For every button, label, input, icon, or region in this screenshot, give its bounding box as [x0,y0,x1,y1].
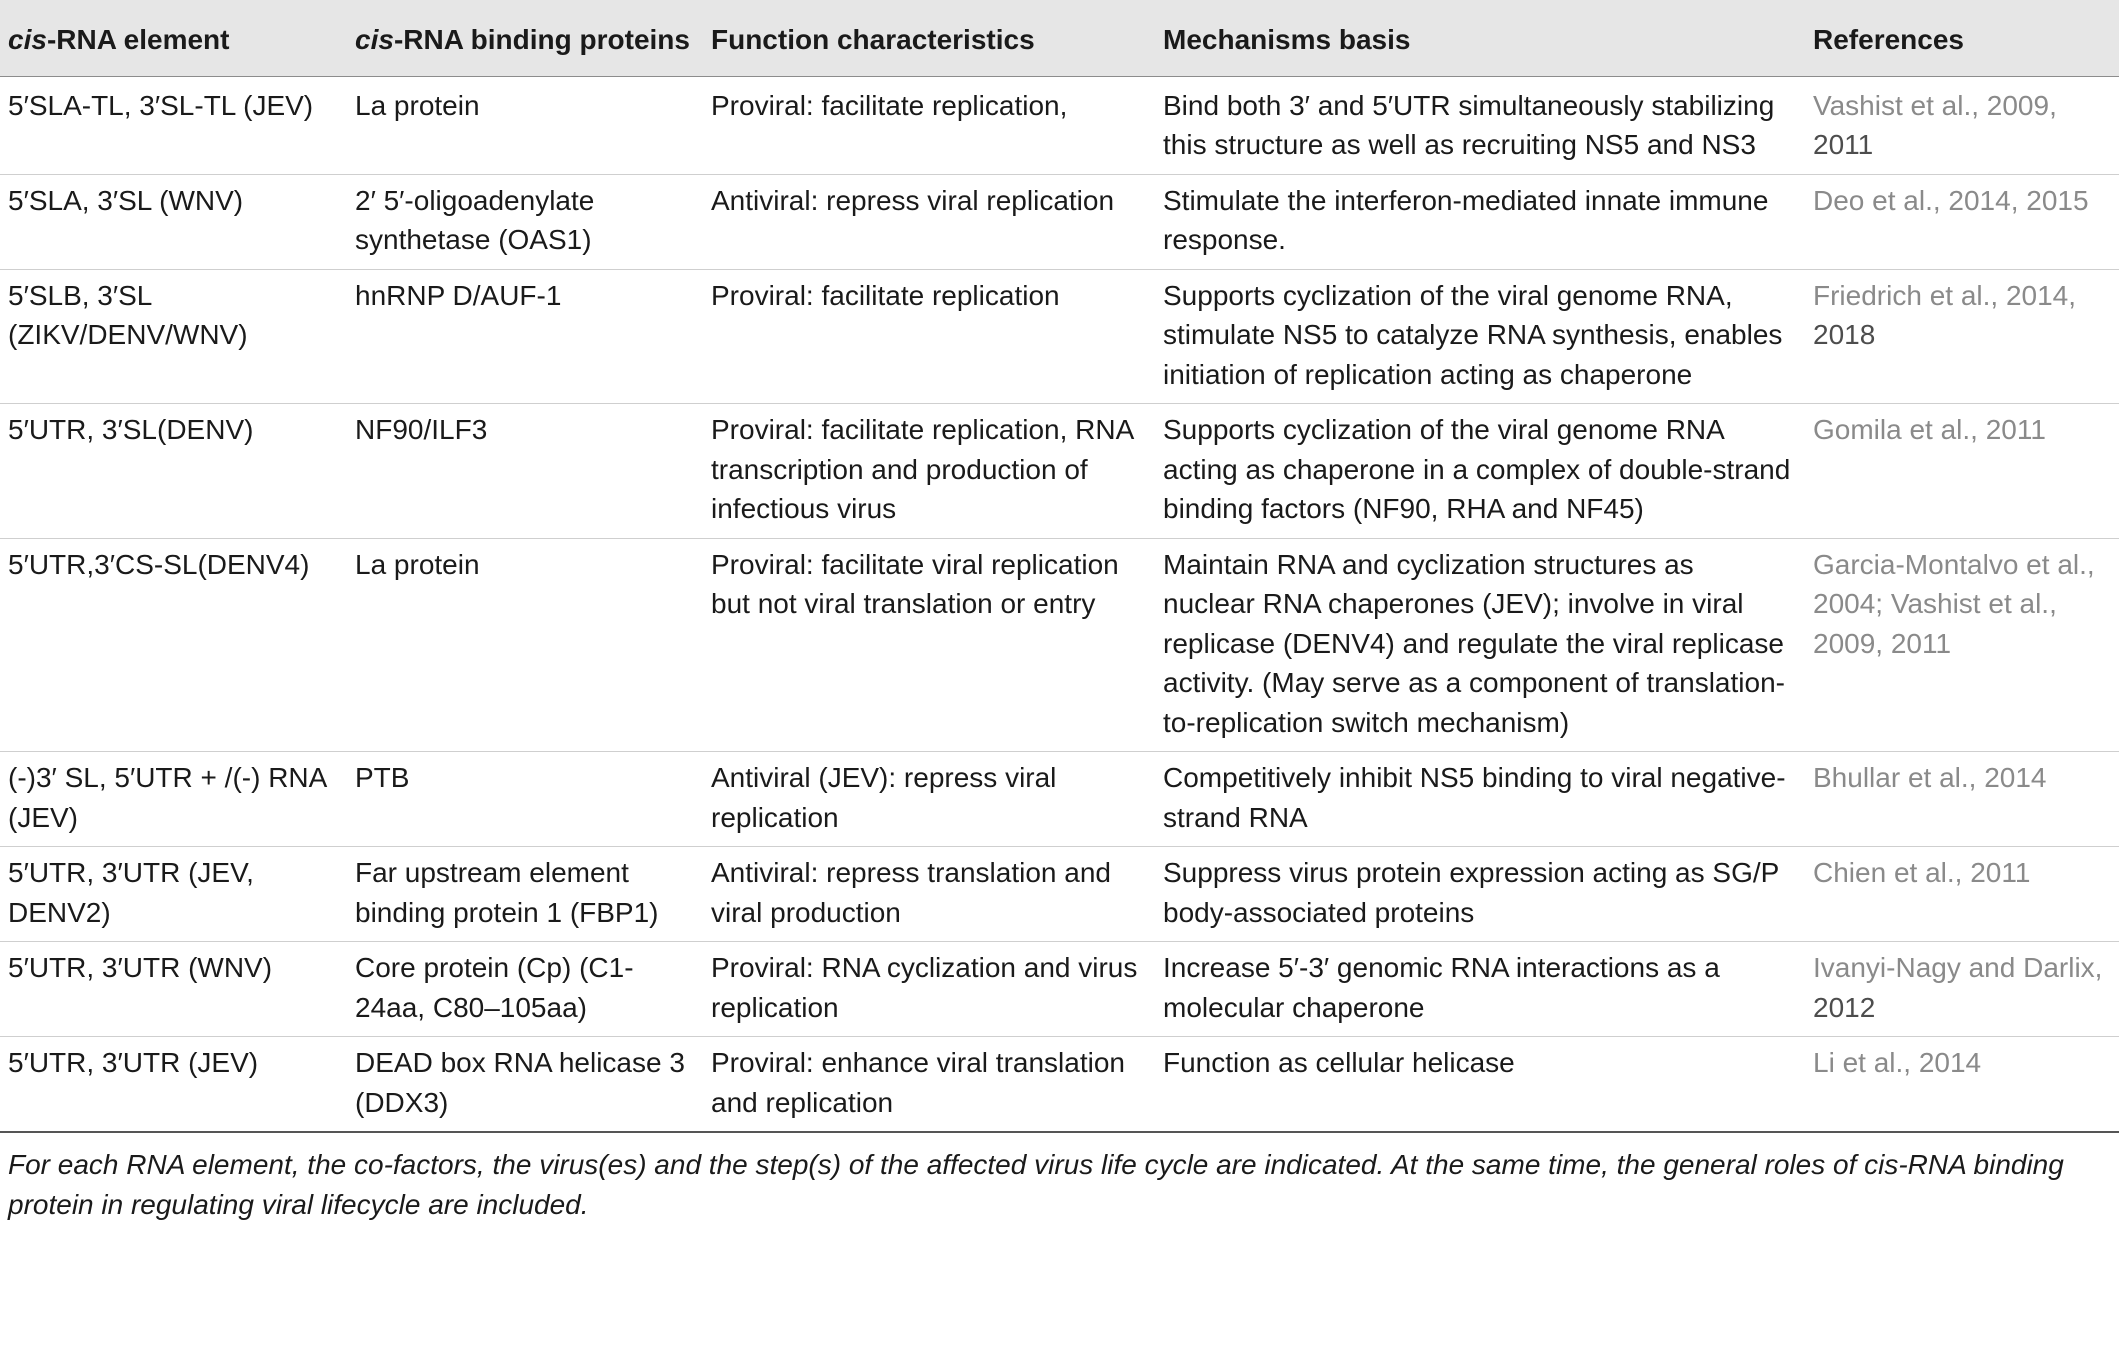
cell-protein: Far upstream element binding protein 1 (FBP1) [345,847,701,942]
cell-protein: hnRNP D/AUF-1 [345,269,701,404]
reference-link[interactable]: Ivanyi-Nagy and Darlix, [1813,952,2103,983]
cell-reference[interactable] [1803,269,2119,404]
cell-function: Proviral: facilitate replication, RNA transcription and production of infectious virus [701,404,1153,539]
reference-link[interactable]: Vashist et al., 2009, [1813,89,2057,121]
cell-element: 5′SLA, 3′SL (WNV) [0,174,345,269]
cell-function: Proviral: RNA cyclization and virus replication [701,942,1153,1037]
cell-reference[interactable] [1803,174,2119,269]
cell-element: 5′UTR,3′CS-SL(DENV4) [0,538,345,752]
reference-link[interactable]: 2018 [1813,319,1876,350]
table-header [0,0,2119,76]
cell-protein: La protein [345,538,701,752]
header-cis-rna-element: cis-RNA element [8,24,230,55]
header-function-characteristics: Function characteristics [711,24,1035,55]
table-body [0,76,2119,1132]
table-row [0,76,2119,174]
cell-reference[interactable] [1803,752,2119,847]
cell-reference[interactable] [1803,404,2119,539]
reference-link[interactable]: Garcia-Montalvo et al., 2004; Vashist et al., 2009, 2011 [1813,548,2095,659]
table-footnote: For each RNA element, the co-factors, the virus(es) and the step(s) of the affected virus life cycle are indicated. At the same time, the general roles of cis-RNA binding protein in regulating viral lifecycle are included. [8,1149,2064,1220]
header-mechanisms-basis: Mechanisms basis [1163,24,1411,55]
cell-element: 5′SLB, 3′SL (ZIKV/DENV/WNV) [0,269,345,404]
header-row [0,0,2119,76]
cell-function: Antiviral (JEV): repress viral replication [701,752,1153,847]
cell-protein: NF90/ILF3 [345,404,701,539]
cell-element: (-)3′ SL, 5′UTR + /(-) RNA (JEV) [0,752,345,847]
cell-mechanism: Suppress virus protein expression acting as SG/P body-associated proteins [1153,847,1803,942]
cell-mechanism: Maintain RNA and cyclization structures as nuclear RNA chaperones (JEV); involve in viral replicase (DENV4) and regulate the viral replicase activity. (May serve as a component of translation-to-replication switch mechanism) [1153,538,1803,752]
table-row [0,404,2119,539]
cell-function: Proviral: facilitate replication, [701,76,1153,174]
reference-link[interactable]: Bhullar et al., 2014 [1813,762,2047,793]
cell-function: Proviral: facilitate viral replication but not viral translation or entry [701,538,1153,752]
header-references: References [1813,24,1964,55]
cell-reference[interactable] [1803,1037,2119,1133]
cell-mechanism: Competitively inhibit NS5 binding to viral negative-strand RNA [1153,752,1803,847]
cell-protein: La protein [345,76,701,174]
reference-link[interactable]: Chien et al., 2011 [1813,857,2031,888]
table-row [0,174,2119,269]
reference-link[interactable]: Deo et al., 2014, 2015 [1813,184,2089,216]
cell-reference[interactable] [1803,942,2119,1037]
cell-protein: DEAD box RNA helicase 3 (DDX3) [345,1037,701,1133]
cell-protein: Core protein (Cp) (C1-24aa, C80–105aa) [345,942,701,1037]
cell-function: Antiviral: repress translation and viral production [701,847,1153,942]
cell-reference[interactable] [1803,538,2119,752]
table-row [0,1037,2119,1133]
cell-protein: PTB [345,752,701,847]
reference-link[interactable]: Friedrich et al., 2014, [1813,279,2077,311]
cell-element: 5′UTR, 3′UTR (WNV) [0,942,345,1037]
header-binding-proteins: cis-RNA binding proteins [355,24,690,55]
cell-element: 5′UTR, 3′UTR (JEV, DENV2) [0,847,345,942]
cell-mechanism: Function as cellular helicase [1153,1037,1803,1133]
table-row [0,269,2119,404]
cell-element: 5′UTR, 3′SL(DENV) [0,404,345,539]
table-row [0,847,2119,942]
cell-protein: 2′ 5′-oligoadenylate synthetase (OAS1) [345,174,701,269]
cell-function: Proviral: enhance viral translation and replication [701,1037,1153,1133]
reference-link[interactable]: 2012 [1813,991,1876,1023]
cell-reference[interactable] [1803,847,2119,942]
table-row [0,538,2119,752]
reference-link[interactable]: Gomila et al., 2011 [1813,414,2046,445]
table-row [0,942,2119,1037]
cell-function: Proviral: facilitate replication [701,269,1153,404]
cell-element: 5′SLA-TL, 3′SL-TL (JEV) [0,76,345,174]
table-row [0,752,2119,847]
cell-mechanism: Bind both 3′ and 5′UTR simultaneously stabilizing this structure as well as recruiting NS5 and NS3 [1153,76,1803,174]
cell-mechanism: Supports cyclization of the viral genome RNA, stimulate NS5 to catalyze RNA synthesis, enables initiation of replication acting as chaperone [1153,269,1803,404]
cell-mechanism: Supports cyclization of the viral genome RNA acting as chaperone in a complex of double-strand binding factors (NF90, RHA and NF45) [1153,404,1803,539]
cell-function: Antiviral: repress viral replication [701,174,1153,269]
cell-mechanism: Increase 5′-3′ genomic RNA interactions as a molecular chaperone [1153,942,1803,1037]
reference-link[interactable]: 2011 [1813,129,1874,160]
cell-reference[interactable] [1803,76,2119,174]
reference-link[interactable]: Li et al., 2014 [1813,1047,1982,1078]
cell-element: 5′UTR, 3′UTR (JEV) [0,1037,345,1133]
cell-mechanism: Stimulate the interferon-mediated innate immune response. [1153,174,1803,269]
